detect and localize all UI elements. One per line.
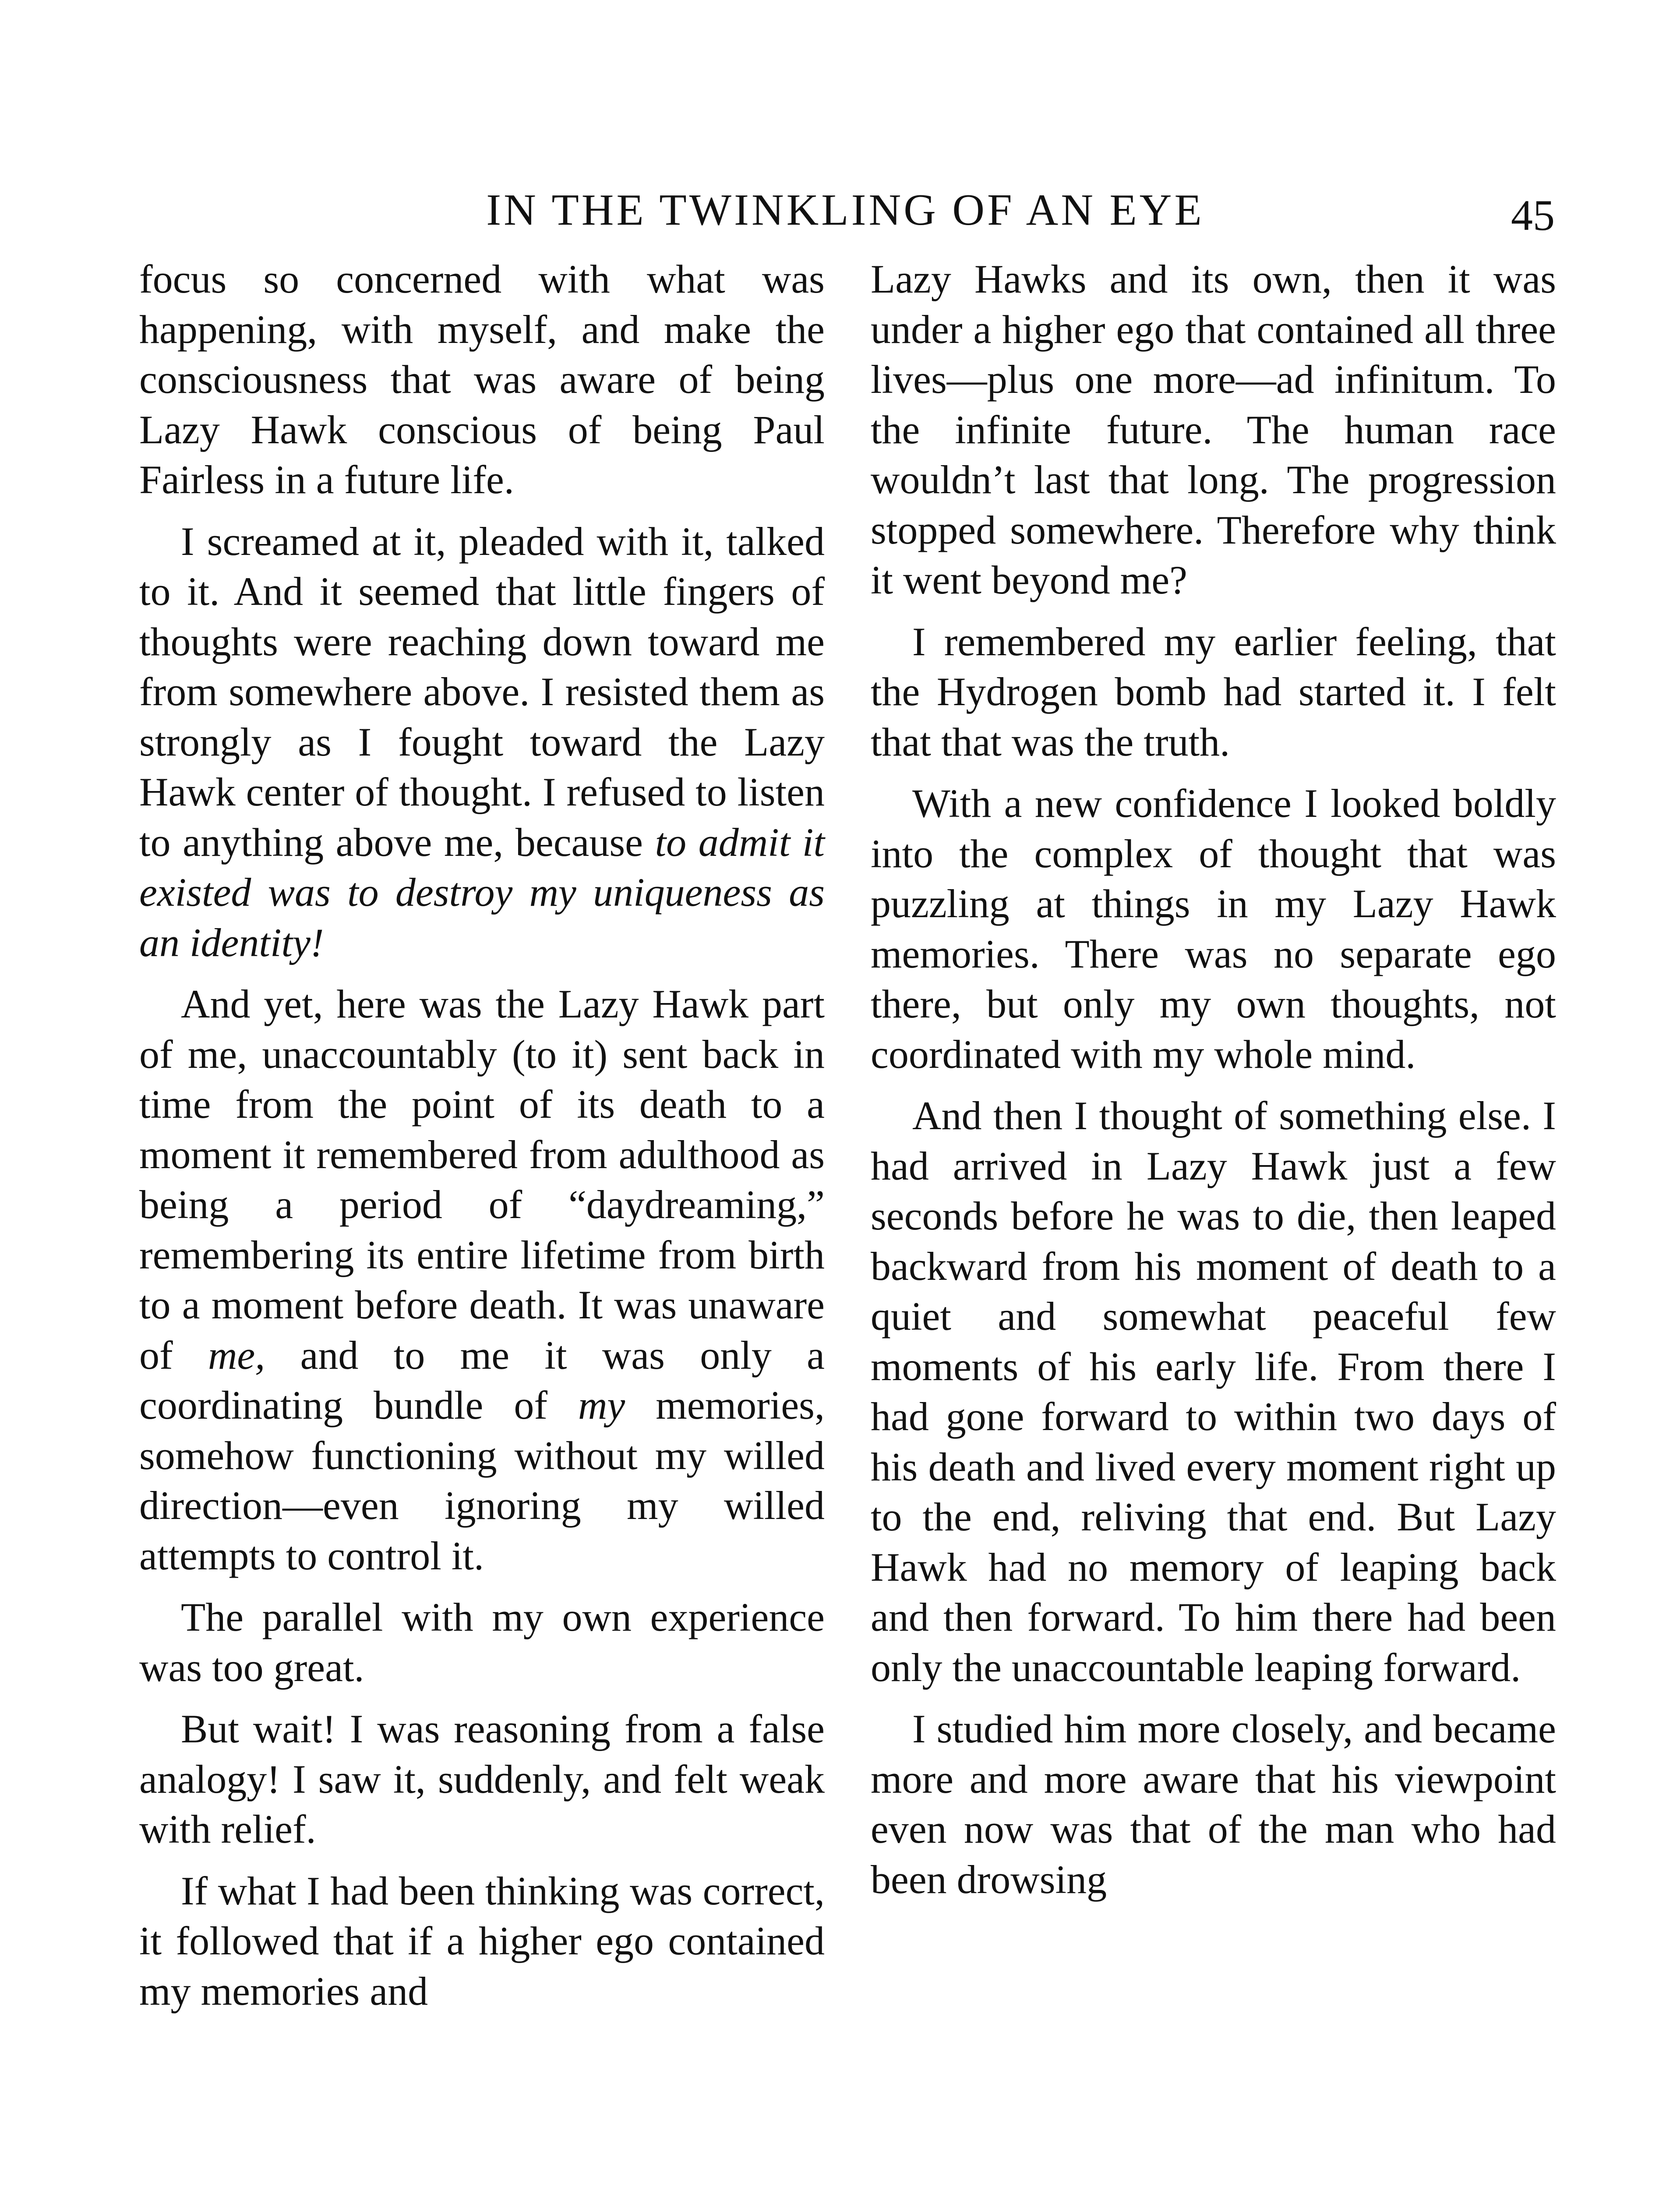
paragraph-text: memories, somehow functioning without my willed direction—even ignoring my willed attempts to control it. [139, 1383, 825, 1578]
paragraph-text: I screamed at it, pleaded with it, talked to it. And it seemed that little fingers of thoughts were reaching down toward me from somewhere above. I resisted them as strongly as I fought toward the Lazy Hawk center of thought. I refused to listen to anything above me, because [139, 519, 825, 865]
paragraph-text: and to me it was only a coordinating bundle of [139, 1332, 825, 1427]
paragraph: I remembered my earlier feeling, that the Hydrogen bomb had started it. I felt that that was the truth. [871, 619, 1556, 764]
paragraph: If what I had been thinking was correct, it followed that if a higher ego contained my memories and [139, 1868, 825, 2013]
paragraph [139, 516, 825, 968]
paragraph: But wait! I was reasoning from a false analogy! I saw it, suddenly, and felt weak with relief. [139, 1706, 825, 1851]
left-column [139, 254, 825, 2028]
paragraph-text: And yet, here was the Lazy Hawk part of me, unaccountably (to it) sent back in time from the point of its death to a moment it remembered from adulthood as being a period of “daydreaming,” remembering its entire lifetime from birth to a moment before death. It was unaware of [139, 982, 825, 1378]
paragraph: The parallel with my own experience was too great. [139, 1595, 825, 1690]
paragraph: focus so concerned with what was happening, with myself, and make the consciousness that was aware of being Lazy Hawk conscious of being Paul Fairless in a future life. [139, 257, 825, 502]
paragraph [139, 979, 825, 1581]
italic-text: to admit it existed was to destroy my uniqueness as an identity! [139, 819, 825, 965]
running-title: IN THE TWINKLING OF AN EYE [486, 185, 1204, 235]
paragraph: And then I thought of something else. I had arrived in Lazy Hawk just a few seconds before he was to die, then leaped backward from his moment of death to a quiet and somewhat peaceful few moments of his early life. From there I had gone forward to within two days of his death and lived every moment right up to the end, reliving that end. But Lazy Hawk had no memory of leaping back and then forward. To him there had been only the unaccountable leaping forward. [871, 1093, 1556, 1690]
italic-text: my [578, 1383, 625, 1427]
paragraph: Lazy Hawks and its own, then it was under a higher ego that contained all three lives—plus one more—ad infinitum. To the infinite future. The human race wouldn’t last that long. The progression stopped somewhere. Therefore why think it went beyond me? [871, 257, 1556, 602]
italic-text: me, [208, 1332, 265, 1378]
page-number: 45 [1511, 191, 1555, 240]
page-header [136, 184, 1555, 240]
right-column [871, 254, 1556, 1916]
paragraph: I studied him more closely, and became more and more aware that his viewpoint even now was that of the man who had been drowsing [871, 1706, 1556, 1902]
paragraph: With a new confidence I looked boldly into the complex of thought that was puzzling at things in my Lazy Hawk memories. There was no separate ego there, but only my own thoughts, not coordinated with my whole mind. [871, 781, 1556, 1077]
